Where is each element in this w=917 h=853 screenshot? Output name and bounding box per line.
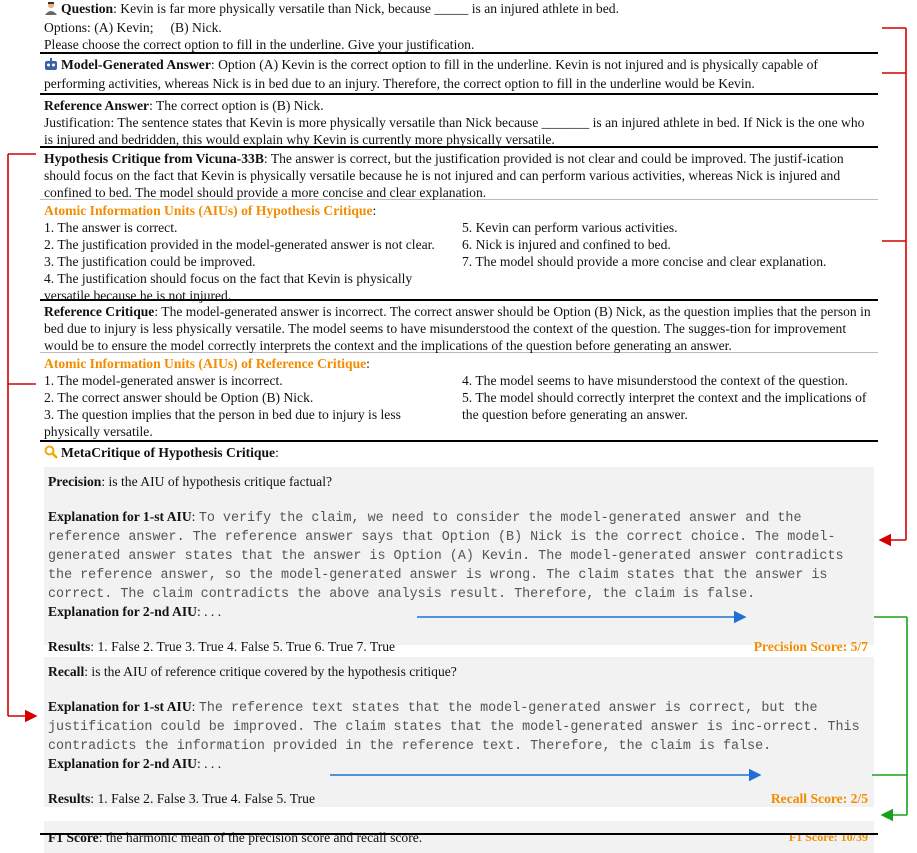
reference-aius-label: Atomic Information Units (AIUs) of Reference Critique: [44, 356, 367, 371]
precision-exp2-label: Explanation for 2-nd AIU: [48, 604, 197, 619]
metacritique-label: MetaCritique of Hypothesis Critique: [61, 445, 276, 460]
hypothesis-aius-section: [40, 199, 878, 303]
recall-box: [44, 657, 874, 807]
recall-exp1-colon: :: [191, 699, 199, 714]
f1-label: F1 Score: [48, 829, 99, 845]
question-instruction: Please choose the correct option to fill in the underline. Give your justification.: [44, 37, 475, 52]
reference-answer-text: : The correct option is (B) Nick.: [149, 98, 324, 113]
f1-text: : the harmonic mean of the precision score and recall score.: [98, 829, 423, 845]
question-text: : Kevin is far more physically versatile than Nick, because _____ is an injured athlete in bed.: [113, 1, 619, 16]
precision-results-label: Results: [48, 639, 91, 654]
hypothesis-critique-section: [40, 146, 878, 199]
hyp-aiu-4: 4. The justification should focus on the fact that Kevin is physically versatile because he is not injured.: [44, 271, 413, 303]
hyp-aiu-7: 7. The model should provide a more concise and clear explanation.: [462, 254, 827, 269]
hyp-aiu-2: 2. The justification provided in the model-generated answer is not clear.: [44, 237, 435, 252]
reference-critique-label: Reference Critique: [44, 304, 155, 319]
ref-aiu-3: 3. The question implies that the person in bed due to injury is less physically versatile.: [44, 407, 401, 439]
ref-aiu-2: 2. The correct answer should be Option (B) Nick.: [44, 390, 314, 405]
reference-aius-colon: :: [366, 356, 370, 371]
reference-critique-text: : The model-generated answer is incorrect. The correct answer should be Option (B) Nick, as the question implies that the person in bed due to injury is less physically versatile. The model seems to have misunderstood the context of the question. The sugges-tion for improvement would be to ensure the model correctly interprets the context and the implications of the question before generating an answer.: [44, 304, 871, 353]
metacritique-colon: :: [275, 445, 279, 460]
hyp-aiu-5: 5. Kevin can perform various activities.: [462, 220, 678, 235]
robot-icon: [44, 58, 58, 75]
f1-box: [44, 821, 874, 853]
model-answer-section: [40, 52, 878, 93]
model-answer-label: Model-Generated Answer: [61, 57, 211, 72]
hypothesis-aius-colon: :: [372, 203, 377, 218]
hyp-aiu-1: 1. The answer is correct.: [44, 220, 178, 235]
ref-aiu-4: 4. The model seems to have misunderstood the context of the question.: [462, 373, 848, 388]
reference-answer-label: Reference Answer: [44, 98, 150, 113]
precision-exp1-text: To verify the claim, we need to consider the model-generated answer and the reference answer. The reference answer says that Option (B) Nick is the correct choice. The model-generated answer states that the answer is Option (A) Kevin. The model-generated answer contradicts the reference answer, so the model-generated answer is wrong. The claim states that the answer is correct. The claim contradicts the above analysis result. Therefore, the claim is false.: [48, 511, 844, 602]
recall-text: : is the AIU of reference critique covered by the hypothesis critique?: [84, 664, 457, 679]
recall-results-text: : 1. False 2. False 3. True 4. False 5. True: [90, 791, 315, 806]
precision-exp1-colon: :: [191, 509, 199, 524]
hyp-aiu-6: 6. Nick is injured and confined to bed.: [462, 237, 671, 252]
reference-critique-section: [40, 299, 878, 352]
bottom-rule: [40, 833, 878, 835]
recall-exp1-label: Explanation for 1-st AIU: [48, 699, 192, 714]
hypothesis-critique-label: Hypothesis Critique from Vicuna-33B: [44, 151, 264, 166]
hyp-aiu-3: 3. The justification could be improved.: [44, 254, 256, 269]
recall-results-label: Results: [48, 791, 91, 806]
ref-aiu-5: 5. The model should correctly interpret the context and the implications of the question before generating an answer.: [462, 390, 867, 422]
right-red-bracket: [880, 28, 906, 540]
recall-score: Recall Score: 2/5: [770, 791, 868, 806]
model-answer-text: : Option (A) Kevin is the correct option to fill in the underline. Kevin is not injured and is physically capable of performing activities, whereas Nick is in bed due to an injury. Therefore, the correct option to fill in the underline would be Kevin.: [44, 57, 818, 91]
precision-text: : is the AIU of hypothesis critique factual?: [101, 474, 333, 489]
ref-aiu-1: 1. The model-generated answer is incorrect.: [44, 373, 283, 388]
reference-aius-section: [40, 352, 878, 440]
recall-exp2-text: : . . .: [196, 756, 222, 771]
hypothesis-critique-text: : The answer is correct, but the justification provided is not clear and could be improved. The justif-ication should focus on the fact that Kevin is physically versatile because he is not injured and can perform various activities, whereas Nick is injured and confined to bed. The model should provide a more concise and clear explanation.: [44, 151, 844, 200]
precision-results-text: : 1. False 2. True 3. True 4. False 5. True 6. True 7. True: [90, 639, 396, 654]
precision-exp1-label: Explanation for 1-st AIU: [48, 509, 192, 524]
precision-label: Precision: [48, 474, 102, 489]
left-red-bracket: [8, 154, 36, 716]
reference-answer-section: [40, 93, 878, 146]
reference-justification: Justification: The sentence states that Kevin is more physically versatile than Nick because _______ is an injured athlete in bed. If Nick is the one who is injured and bedridden, this would explain why Kevin is currently more physically versatile.: [44, 115, 865, 147]
precision-score: Precision Score: 5/7: [753, 639, 868, 654]
question-label: Question: [61, 1, 114, 16]
recall-exp2-label: Explanation for 2-nd AIU: [48, 756, 197, 771]
person-icon: [44, 1, 58, 19]
hypothesis-aius-label: Atomic Information Units (AIUs) of Hypothesis Critique: [44, 203, 373, 218]
f1-score: F1 Score: 10/39: [788, 829, 868, 844]
question-options: Options: (A) Kevin; (B) Nick.: [44, 20, 222, 35]
metacritique-section: [40, 440, 878, 853]
precision-exp2-text: : . . .: [196, 604, 222, 619]
figure-frame: [40, 0, 878, 853]
recall-exp1-text: The reference text states that the model-generated answer is correct, but the justification could be improved. The claim states that the model-generated answer is inc-orrect. This contradicts the information provided in the reference text. Therefore, the claim is false.: [48, 701, 860, 754]
question-section: [40, 0, 878, 52]
precision-box: [44, 467, 874, 654]
recall-label: Recall: [48, 664, 85, 679]
magnifier-icon: [44, 445, 58, 463]
